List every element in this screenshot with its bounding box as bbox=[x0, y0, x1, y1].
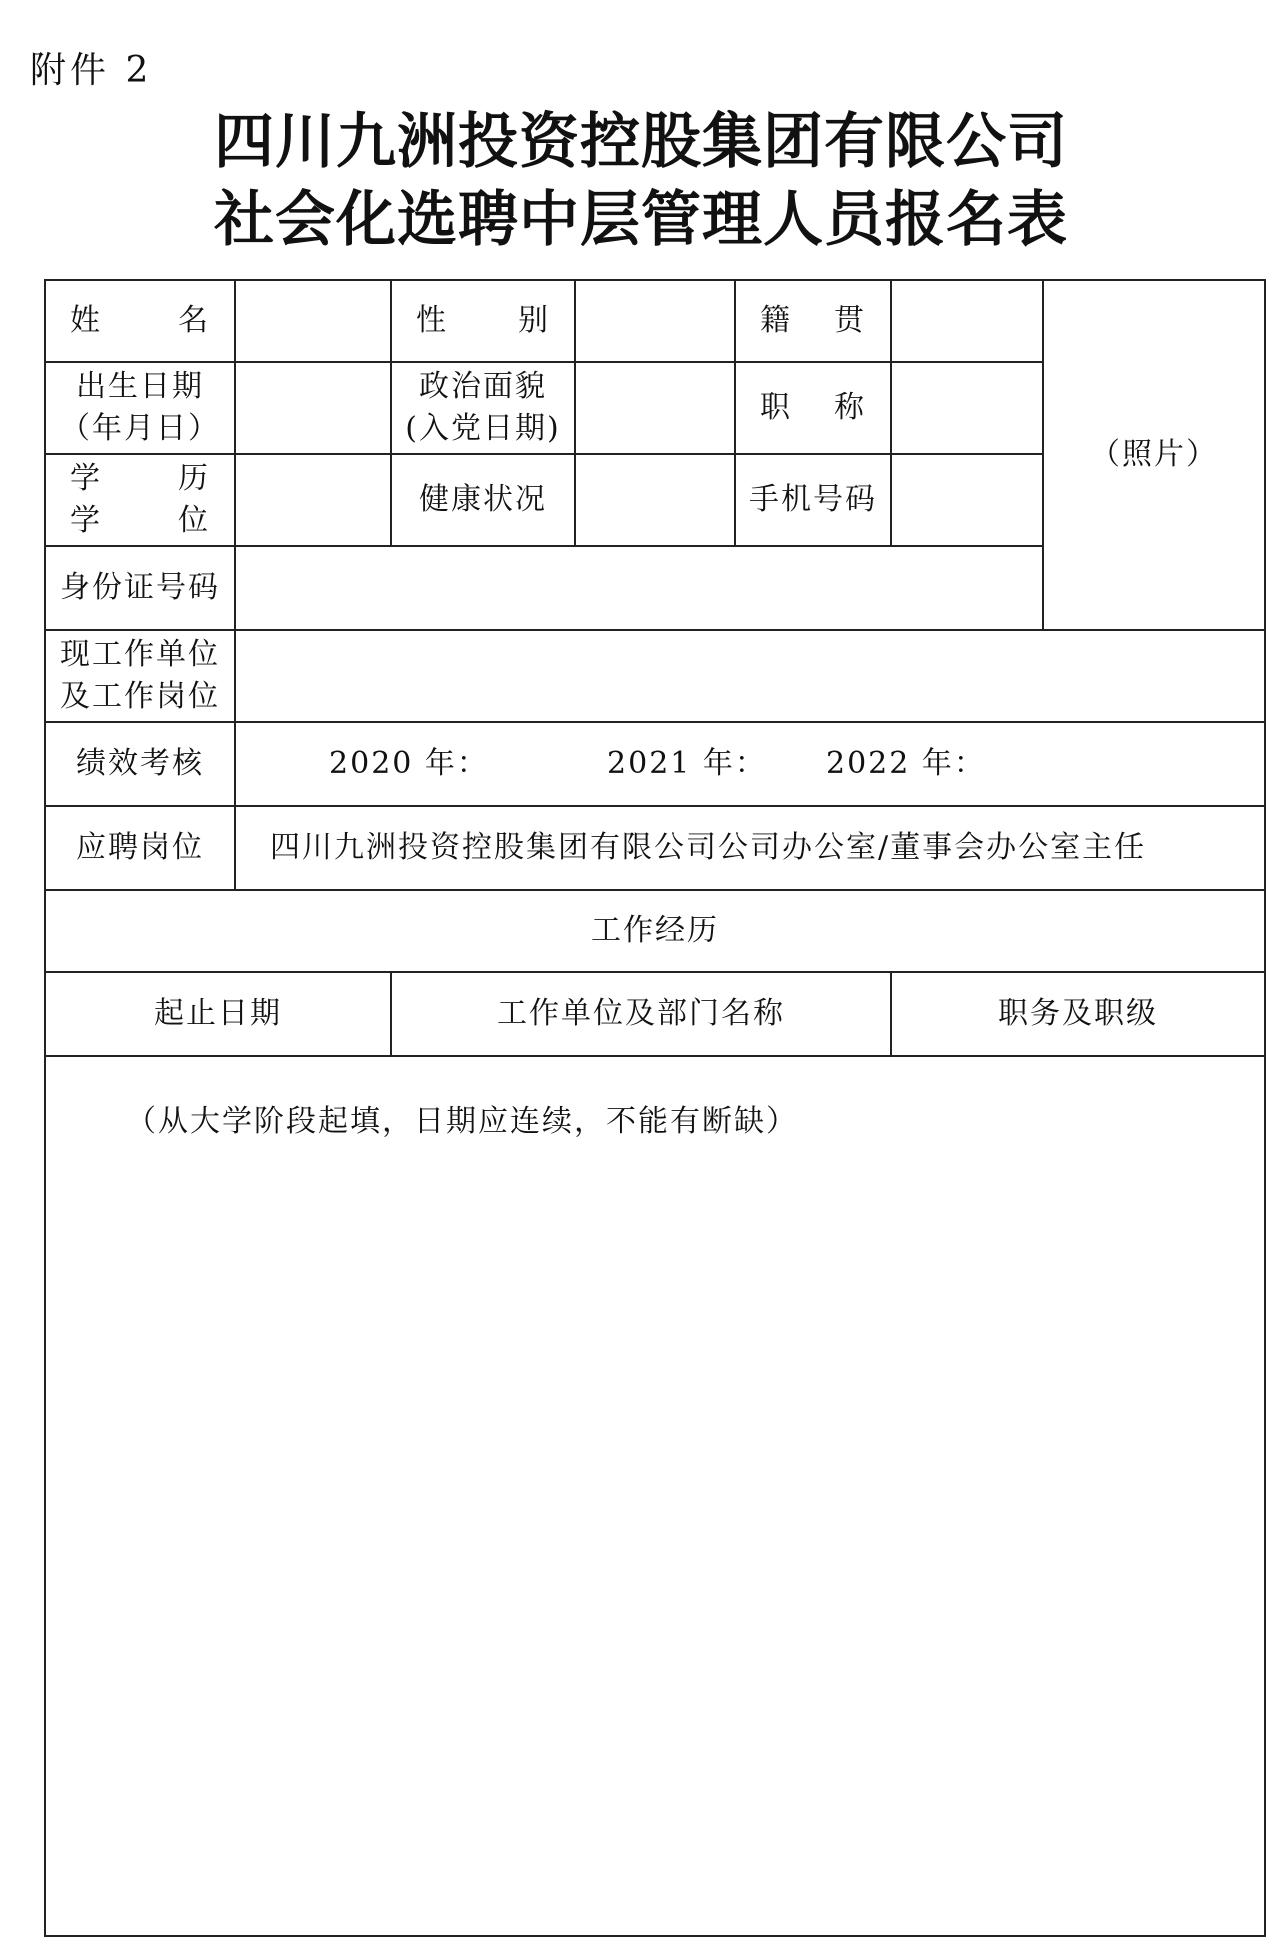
form-title-line2: 社会化选聘中层管理人员报名表 bbox=[214, 185, 1068, 255]
performance-2020: 2020 年： bbox=[329, 746, 489, 781]
health-field[interactable] bbox=[575, 454, 735, 546]
native-place-field[interactable] bbox=[891, 280, 1043, 362]
work-history-area[interactable] bbox=[45, 1056, 1265, 1936]
form-title-line1: 四川九洲投资控股集团有限公司 bbox=[214, 107, 1068, 177]
label-gender: 性 别 bbox=[391, 280, 575, 362]
mobile-field[interactable] bbox=[891, 454, 1043, 546]
label-applied-position: 应聘岗位 bbox=[45, 806, 235, 890]
current-job-field[interactable] bbox=[235, 630, 1265, 722]
label-birth-date: 出生日期 （年月日） bbox=[45, 362, 235, 454]
gender-field[interactable] bbox=[575, 280, 735, 362]
photo-box[interactable] bbox=[1043, 280, 1265, 630]
political-status-field[interactable] bbox=[575, 362, 735, 454]
label-id-number: 身份证号码 bbox=[45, 546, 235, 630]
label-native-place: 籍 贯 bbox=[735, 280, 891, 362]
performance-2022: 2022 年： bbox=[826, 746, 986, 781]
label-education: 学 历 学 位 bbox=[45, 454, 235, 546]
label-name: 姓 名 bbox=[45, 280, 235, 362]
label-performance: 绩效考核 bbox=[45, 722, 235, 806]
performance-field[interactable] bbox=[235, 722, 1265, 806]
applied-position-field[interactable]: 四川九洲投资控股集团有限公司公司办公室/董事会办公室主任 bbox=[235, 806, 1265, 890]
title-rank-field[interactable] bbox=[891, 362, 1043, 454]
id-number-field[interactable] bbox=[235, 546, 1043, 630]
work-history-note: （从大学阶段起填，日期应连续，不能有断缺） bbox=[126, 1104, 798, 1139]
photo-label: （照片） bbox=[1090, 437, 1218, 472]
work-history-heading: 工作经历 bbox=[45, 890, 1265, 972]
name-field[interactable] bbox=[235, 280, 391, 362]
col-post-header: 职务及职级 bbox=[891, 972, 1265, 1056]
label-current-job: 现工作单位 及工作岗位 bbox=[45, 630, 235, 722]
performance-2021: 2021 年： bbox=[607, 746, 767, 781]
col-dates-header: 起止日期 bbox=[45, 972, 391, 1056]
label-title-rank: 职 称 bbox=[735, 362, 891, 454]
birth-date-field[interactable] bbox=[235, 362, 391, 454]
education-field[interactable] bbox=[235, 454, 391, 546]
col-unit-header: 工作单位及部门名称 bbox=[391, 972, 891, 1056]
label-health: 健康状况 bbox=[391, 454, 575, 546]
registration-form-table bbox=[44, 279, 1266, 1937]
label-mobile: 手机号码 bbox=[735, 454, 891, 546]
label-political-status: 政治面貌 (入党日期) bbox=[391, 362, 575, 454]
attachment-label: 附件 2 bbox=[30, 50, 153, 91]
